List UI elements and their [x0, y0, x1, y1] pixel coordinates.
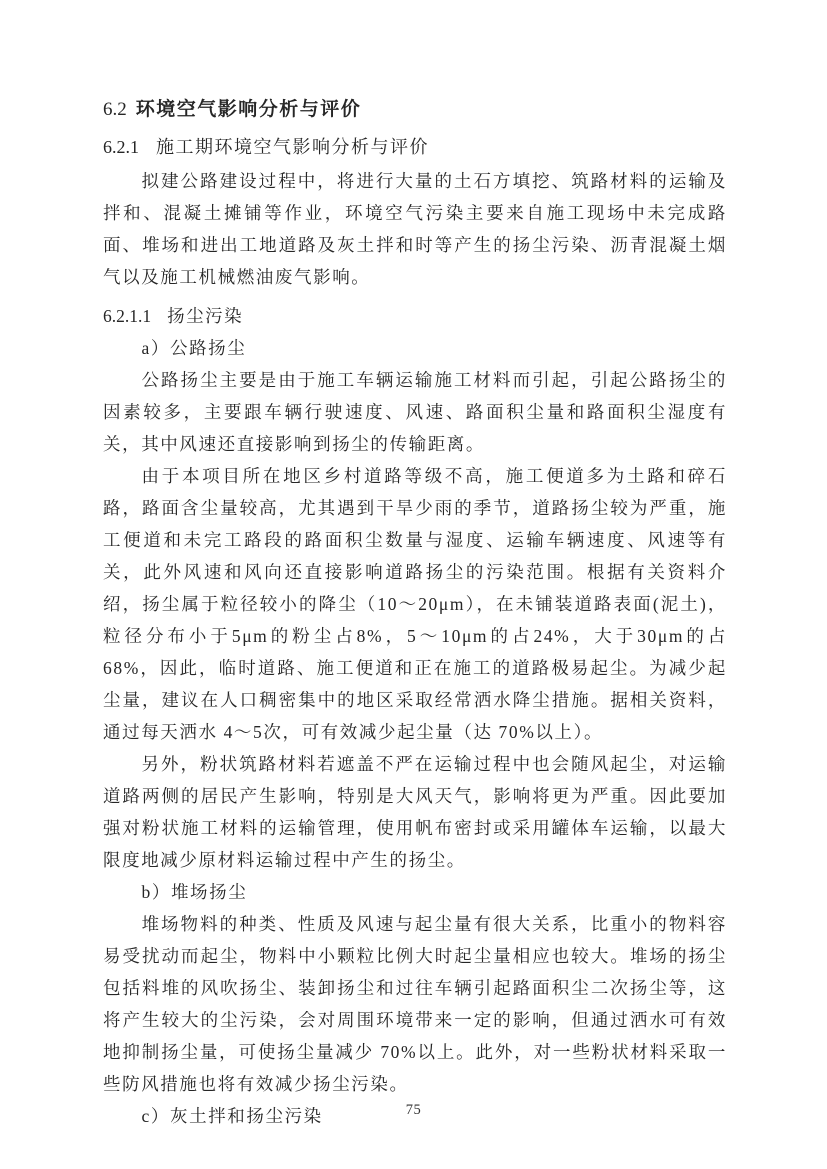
paragraph-road-dust-causes: 公路扬尘主要是由于施工车辆运输施工材料而引起，引起公路扬尘的因素较多，主要跟车辆行驶速度、风速、路面积尘量和路面积尘湿度有关，其中风速还直接影响到扬尘的传输距离。 [103, 370, 727, 454]
section-heading-6-2 [103, 96, 727, 123]
section-number: 6.2.1 [103, 137, 139, 157]
list-item-c-label: c）灰土拌和扬尘污染 [141, 1106, 323, 1126]
page-number: 75 [405, 1102, 422, 1118]
paragraph-stockpile-dust: 堆场物料的种类、性质及风速与起尘量有很大关系，比重小的物料容易受扰动而起尘，物料中小颗粒比例大时起尘量相应也较大。堆场的扬尘包括料堆的风吹扬尘、装卸扬尘和过往车辆引起路面积尘二次扬尘等，这将产生较大的尘污染，会对周围环境带来一定的影响，但通过洒水可有效地抑制扬尘量，可使扬尘量减少 70%以上。此外，对一些粉状材料采取一些防风措施也将有效减少扬尘污染。 [103, 914, 727, 1094]
section-heading-6-2-1 [103, 132, 727, 162]
paragraph-road-dust-detail: 由于本项目所在地区乡村道路等级不高，施工便道多为土路和碎石路，路面含尘量较高，尤其遇到干旱少雨的季节，道路扬尘较为严重，施工便道和未完工路段的路面积尘数量与湿度、运输车辆速度、风速等有关，此外风速和风向还直接影响道路扬尘的污染范围。根据有关资料介绍，扬尘属于粒径较小的降尘（10～20μm），在未铺装道路表面(泥土)，粒径分布小于5μm的粉尘占8%，5～10μm的占24%，大于30μm的占 68%，因此，临时道路、施工便道和正在施工的道路极易起尘。为减少起尘量，建议在人口稠密集中的地区采取经常洒水降尘措施。据相关资料，通过每天洒水 4～5次，可有效减少起尘量（达 70%以上）。 [103, 466, 727, 742]
section-title: 环境空气影响分析与评价 [135, 99, 362, 120]
paragraph-material-transport: 另外，粉状筑路材料若遮盖不严在运输过程中也会随风起尘，对运输道路两侧的居民产生影响，特别是大风天气，影响将更为严重。因此要加强对粉状施工材料的运输管理，使用帆布密封或采用罐体车运输，以最大限度地减少原材料运输过程中产生的扬尘。 [103, 754, 727, 870]
section-heading-6-2-1-1 [103, 300, 727, 332]
section-number: 6.2.1.1 [103, 306, 152, 326]
section-title: 扬尘污染 [167, 306, 244, 326]
list-item-a-label: a）公路扬尘 [141, 338, 247, 358]
section-number: 6.2 [103, 99, 127, 120]
section-title: 施工期环境空气影响分析与评价 [156, 137, 429, 157]
paragraph-intro: 拟建公路建设过程中，将进行大量的土石方填挖、筑路材料的运输及拌和、混凝土摊铺等作业，环境空气污染主要来自施工现场中未完成路面、堆场和进出工地道路及灰土拌和时等产生的扬尘污染、沥青混凝土烟气以及施工机械燃油废气影响。 [103, 171, 727, 287]
list-item-b-label: b）堆场扬尘 [141, 882, 248, 902]
